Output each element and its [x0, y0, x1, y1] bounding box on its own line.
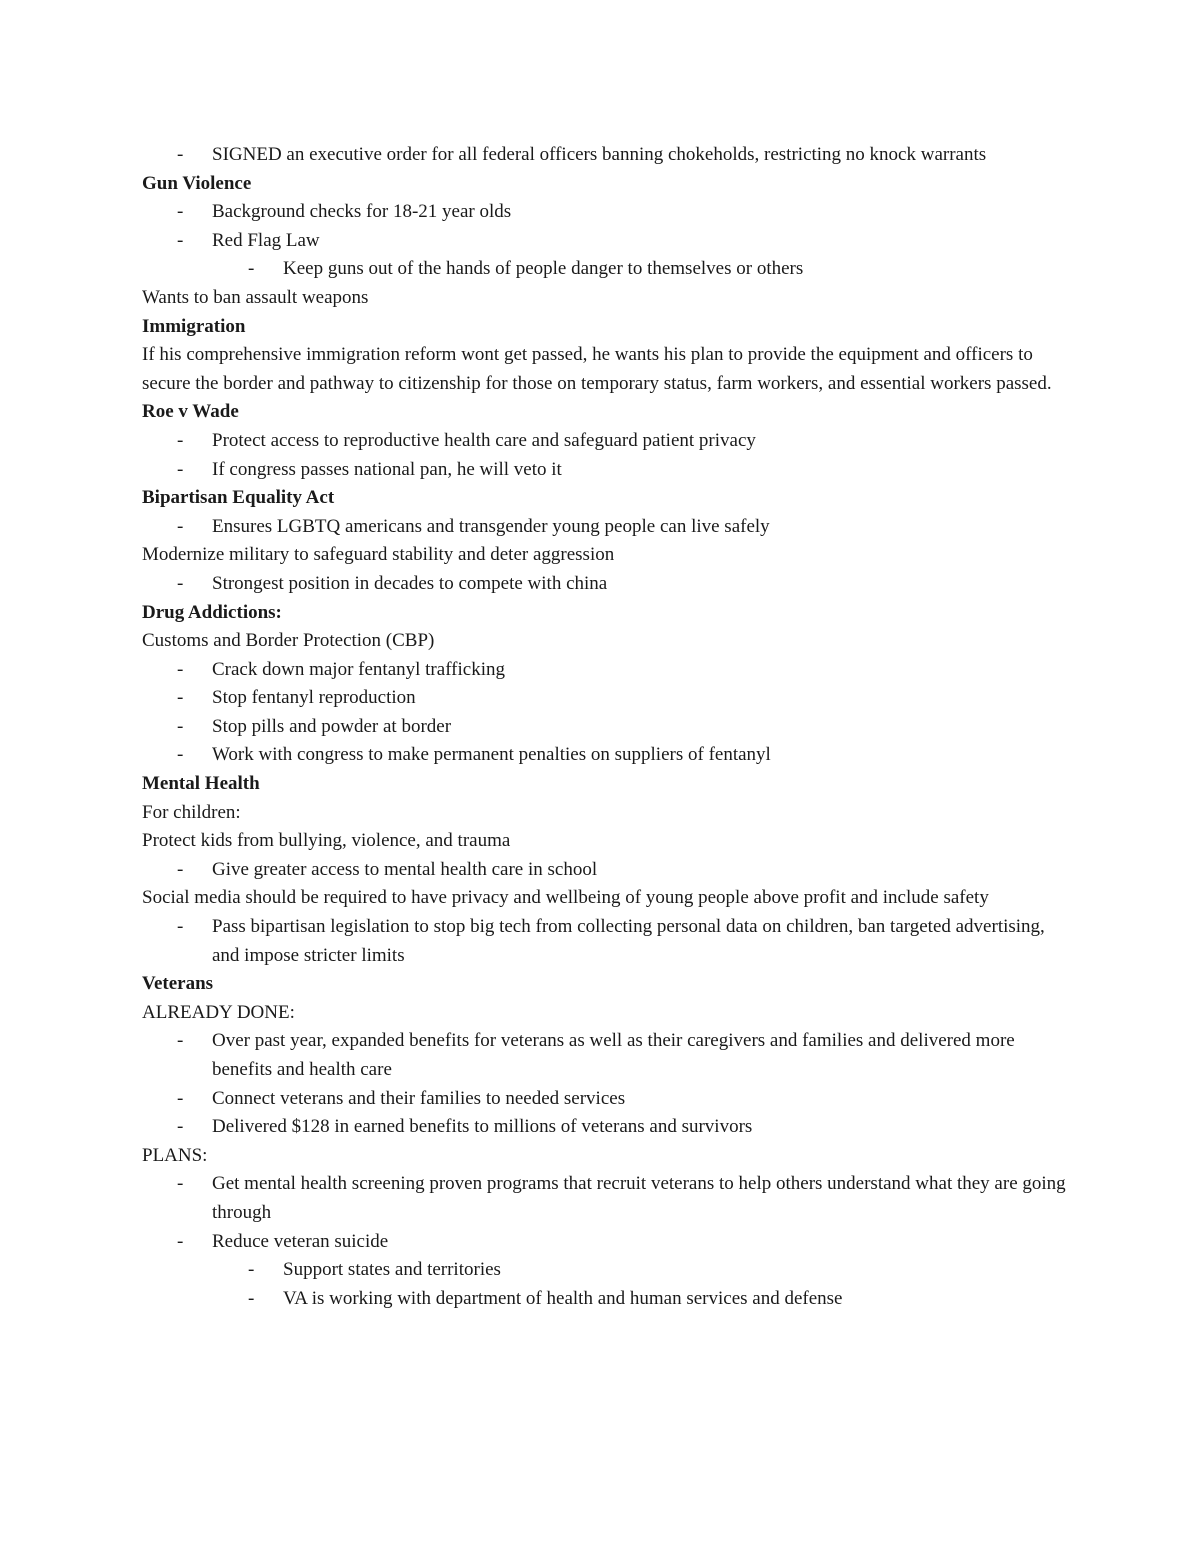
bullet-item — [142, 684, 1067, 713]
bullet-item — [142, 227, 1067, 256]
document-body — [142, 141, 1067, 1313]
bullet-item — [142, 856, 1067, 885]
bullet-item — [142, 427, 1067, 456]
bullet-item — [142, 713, 1067, 742]
paragraph-text: For children: — [142, 801, 241, 823]
bullet-text: Protect access to reproductive health care and safeguard patient privacy — [212, 429, 756, 451]
bullet-text: VA is working with department of health and human services and defense — [283, 1287, 843, 1309]
bullet-item — [142, 570, 1067, 599]
bullet-dash: - — [177, 858, 184, 880]
bullet-text: Stop pills and powder at border — [212, 715, 452, 737]
bullet-text: SIGNED an executive order for all federal officers banning chokeholds, restricting no knock warrants — [212, 144, 987, 165]
bullet-dash: - — [177, 201, 184, 223]
section-heading: Gun Violence — [142, 172, 252, 194]
bullet-item — [142, 456, 1067, 485]
bullet-text: Work with congress to make permanent penalties on suppliers of fentanyl — [212, 744, 771, 766]
bullet-text: Get mental health screening proven programs that recruit veterans to help others understand what they are going through — [212, 1173, 1066, 1223]
bullet-dash: - — [248, 1287, 255, 1309]
paragraph-text: Wants to ban assault weapons — [142, 286, 369, 308]
bullet-item — [142, 198, 1067, 227]
bullet-text: Background checks for 18-21 year olds — [212, 201, 512, 223]
bullet-dash: - — [177, 229, 184, 251]
section-heading: Bipartisan Equality Act — [142, 487, 335, 509]
bullet-dash: - — [177, 572, 184, 594]
bullet-text: Ensures LGBTQ americans and transgender young people can live safely — [212, 515, 770, 537]
bullet-dash: - — [177, 1173, 184, 1195]
bullet-dash: - — [177, 687, 184, 709]
bullet-text: Support states and territories — [283, 1259, 501, 1281]
bullet-text: Give greater access to mental health care in school — [212, 858, 598, 880]
bullet-item — [142, 656, 1067, 685]
bullet-text: Keep guns out of the hands of people danger to themselves or others — [283, 258, 804, 280]
paragraph-text: Modernize military to safeguard stability and deter aggression — [142, 544, 615, 566]
bullet-text: Connect veterans and their families to needed services — [212, 1087, 626, 1109]
sub-bullet-item — [142, 1285, 1067, 1314]
bullet-dash: - — [177, 916, 184, 938]
bullet-item — [142, 913, 1067, 970]
section-heading: Mental Health — [142, 773, 260, 795]
bullet-item — [142, 141, 1067, 170]
bullet-dash: - — [177, 744, 184, 766]
sub-bullet-item — [142, 255, 1067, 284]
paragraph-text: PLANS: — [142, 1144, 208, 1166]
bullet-dash: - — [248, 258, 255, 280]
bullet-dash: - — [177, 458, 184, 480]
bullet-text: Over past year, expanded benefits for veterans as well as their caregivers and families and delivered more benefits and health care — [212, 1030, 1015, 1080]
section-heading: Immigration — [142, 315, 246, 337]
bullet-text: Pass bipartisan legislation to stop big tech from collecting personal data on children, ban targeted advertising, and impose stricter limits — [212, 916, 1045, 966]
bullet-item — [142, 513, 1067, 542]
section-heading: Drug Addictions: — [142, 601, 282, 623]
bullet-dash: - — [177, 1230, 184, 1252]
bullet-text: Red Flag Law — [212, 229, 320, 251]
sub-bullet-item — [142, 1256, 1067, 1285]
bullet-dash: - — [177, 658, 184, 680]
bullet-dash: - — [177, 1116, 184, 1138]
bullet-dash: - — [177, 715, 184, 737]
bullet-item — [142, 1228, 1067, 1257]
bullet-text: Stop fentanyl reproduction — [212, 687, 416, 709]
bullet-item — [142, 1113, 1067, 1142]
paragraph-text: ALREADY DONE: — [142, 1001, 295, 1023]
bullet-text: Delivered $128 in earned benefits to millions of veterans and survivors — [212, 1116, 753, 1138]
paragraph-text: Customs and Border Protection (CBP) — [142, 630, 435, 652]
section-heading: Roe v Wade — [142, 401, 239, 423]
paragraph-text: If his comprehensive immigration reform wont get passed, he wants his plan to provide the equipment and officers to secure the border and pathway to citizenship for those on temporary status, farm workers, and essential workers passed. — [142, 344, 1052, 394]
bullet-dash: - — [177, 1087, 184, 1109]
bullet-item — [142, 741, 1067, 770]
bullet-item — [142, 1085, 1067, 1114]
bullet-text: Strongest position in decades to compete with china — [212, 572, 608, 594]
bullet-text: Crack down major fentanyl trafficking — [212, 658, 505, 680]
bullet-text: If congress passes national pan, he will veto it — [212, 458, 562, 480]
bullet-item — [142, 1170, 1067, 1227]
bullet-dash: - — [177, 144, 184, 165]
paragraph-text: Social media should be required to have privacy and wellbeing of young people above profit and include safety — [142, 887, 989, 909]
section-heading: Veterans — [142, 973, 214, 995]
bullet-dash: - — [177, 429, 184, 451]
bullet-dash: - — [177, 1030, 184, 1052]
bullet-dash: - — [177, 515, 184, 537]
bullet-text: Reduce veteran suicide — [212, 1230, 389, 1252]
bullet-dash: - — [248, 1259, 255, 1281]
paragraph-text: Protect kids from bullying, violence, and trauma — [142, 830, 511, 852]
bullet-item — [142, 1027, 1067, 1084]
